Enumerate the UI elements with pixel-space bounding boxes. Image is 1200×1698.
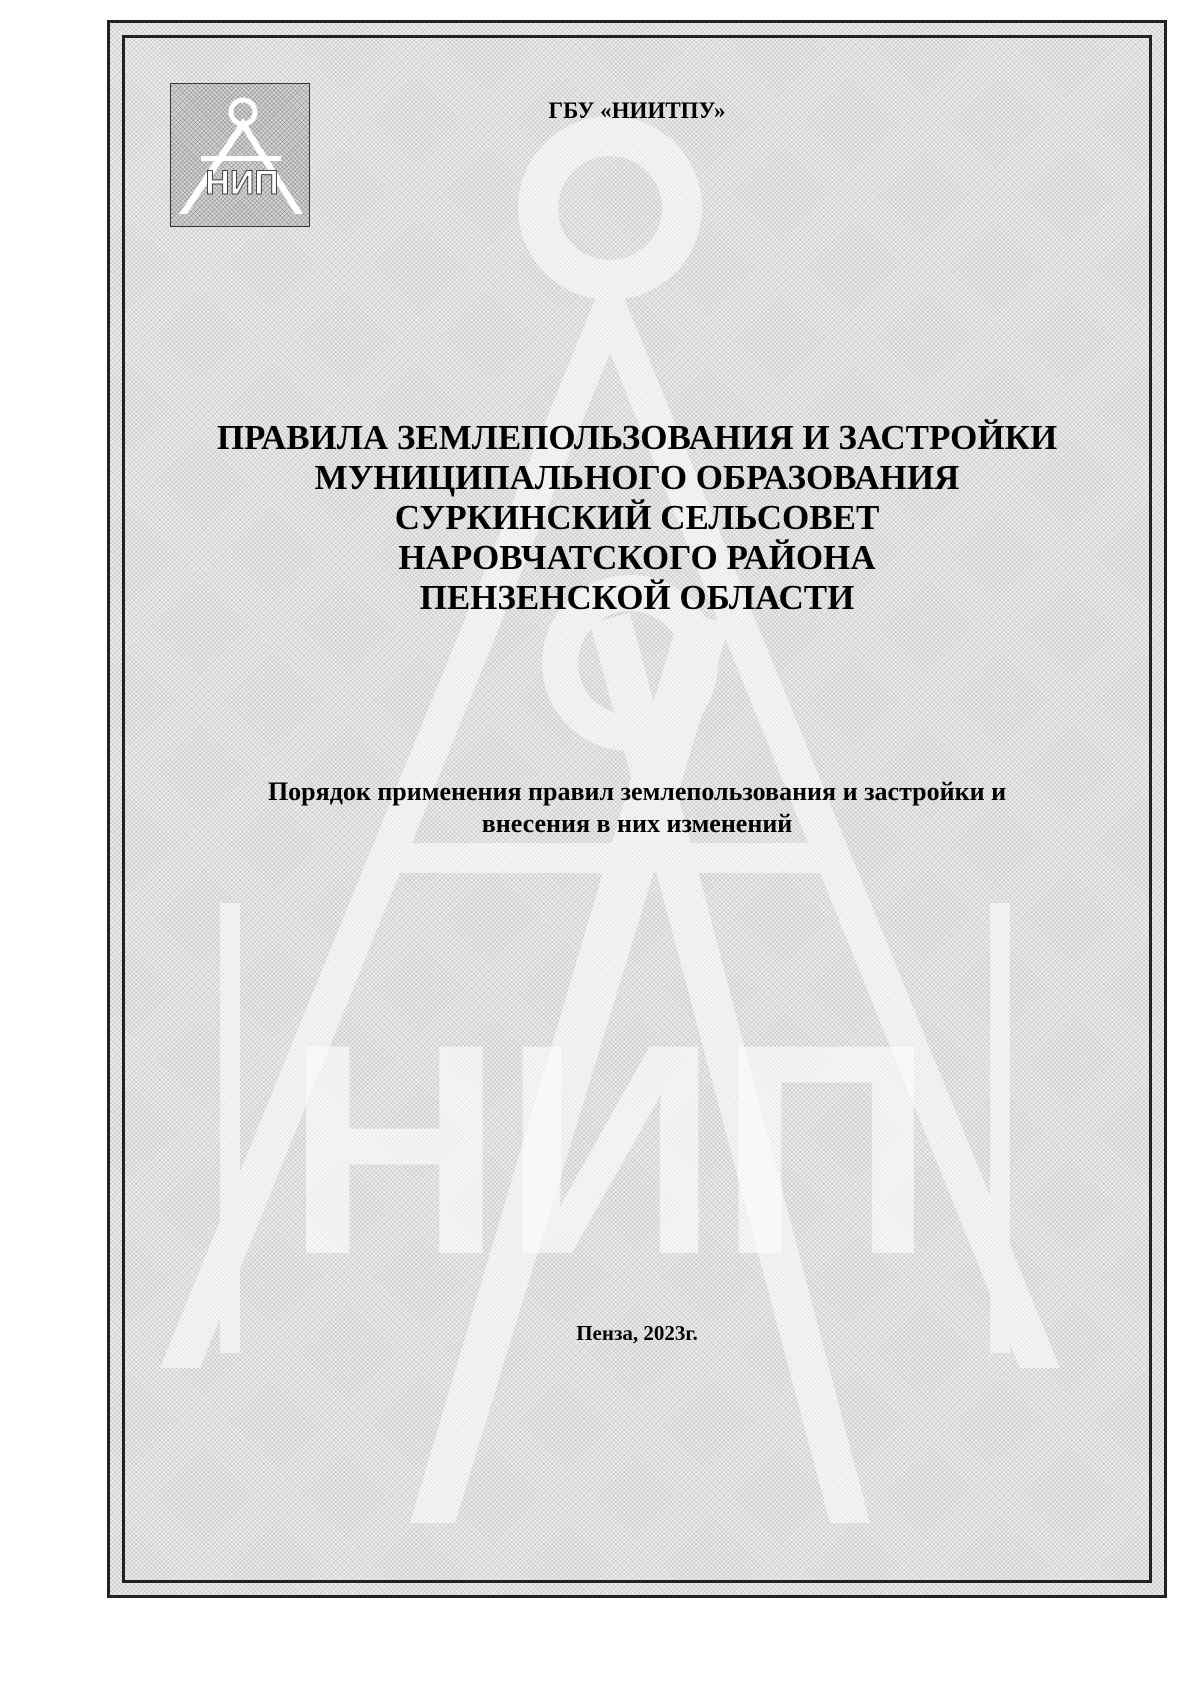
title-line: НАРОВЧАТСКОГО РАЙОНА bbox=[398, 538, 876, 577]
subtitle-line: внесения в них изменений bbox=[481, 809, 793, 838]
title-line: ПРАВИЛА ЗЕМЛЕПОЛЬЗОВАНИЯ И ЗАСТРОЙКИ bbox=[216, 418, 1058, 457]
title-line: СУРКИНСКИЙ СЕЛЬСОВЕТ bbox=[394, 498, 880, 537]
document-title bbox=[110, 418, 1164, 618]
title-line: МУНИЦИПАЛЬНОГО ОБРАЗОВАНИЯ bbox=[314, 458, 960, 497]
logo-letters: НИП bbox=[205, 164, 279, 202]
watermark-letters: НИП bbox=[286, 981, 934, 1317]
title-line: ПЕНЗЕНСКОЙ ОБЛАСТИ bbox=[419, 578, 855, 617]
page-frame bbox=[107, 20, 1167, 1598]
subtitle-line: Порядок применения правил землепользования и застройки и bbox=[267, 777, 1007, 806]
organization-name: ГБУ «НИИТПУ» bbox=[548, 98, 726, 123]
document-subtitle bbox=[110, 776, 1164, 840]
place-and-year: Пенза, 2023г. bbox=[576, 1321, 698, 1345]
